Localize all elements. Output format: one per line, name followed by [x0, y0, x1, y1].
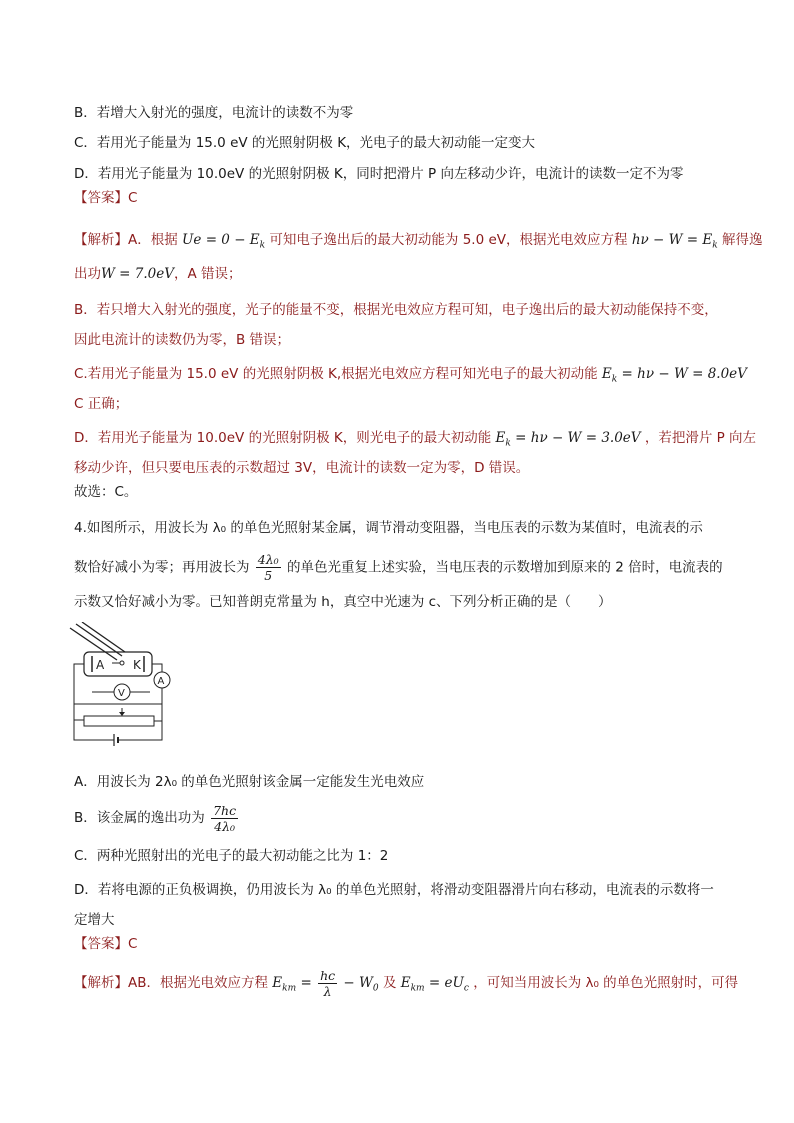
q4-stem-line1: 4.如图所示，用波长为 λ₀ 的单色光照射某金属，调节滑动变阻器，当电压表的示数为某值时，电流表的示: [74, 520, 703, 536]
q4-option-d-line1: D．若将电源的正负极调换，仍用波长为 λ₀ 的单色光照射，将滑动变阻器滑片向右移动，电流表的示数将一: [74, 882, 714, 898]
option-d: D．若用光子能量为 10.0eV 的光照射阴极 K，同时把滑片 P 向左移动少许，电流计的读数一定不为零: [74, 166, 684, 182]
q4-stem-line3: 示数又恰好减小为零。已知普朗克常量为 h，真空中光速为 c、下列分析正确的是（ ）: [74, 594, 612, 610]
conclusion: 故选：C。: [74, 484, 138, 500]
analysis-a-line2: 出功W = 7.0eV，A 错误；: [74, 266, 242, 282]
option-b: B．若增大入射光的强度，电流计的读数不为零: [74, 105, 354, 121]
anode-label: A: [96, 658, 105, 672]
analysis-b-line2: 因此电流计的读数仍为零，B 错误；: [74, 332, 291, 348]
voltmeter-label: V: [118, 688, 125, 699]
q4-option-b: B．该金属的逸出功为 $\frac{7hc}{\text{4λ₀}}$: [74, 802, 237, 834]
q4-option-c: C．两种光照射出的光电子的最大初动能之比为 1：2: [74, 848, 389, 864]
analysis-d-line2: 移动少许，但只要电压表的示数超过 3V，电流计的读数一定为零，D 错误。: [74, 460, 530, 476]
option-c: C．若用光子能量为 15.0 eV 的光照射阴极 K，光电子的最大初动能一定变大: [74, 135, 536, 151]
analysis-d-line1: D．若用光子能量为 10.0eV 的光照射阴极 K，则光电子的最大初动能 $E_k = h\nu - W = 3.0eV$ ，若把滑片 P 向左: [74, 430, 757, 449]
q4-option-a: A．用波长为 2λ₀ 的单色光照射该金属一定能发生光电效应: [74, 774, 425, 790]
circuit-diagram: [62, 622, 192, 748]
q4-option-d-line2: 定增大: [74, 912, 115, 928]
analysis-b-line1: B．若只增大入射光的强度，光子的能量不变，根据光电效应方程可知，电子逸出后的最大初动能保持不变，: [74, 302, 718, 318]
q4-answer: 【答案】C: [74, 936, 138, 952]
answer-label: 【答案】C: [74, 190, 138, 206]
analysis-a-line1: 【解析】A．根据 $Ue = 0 - E_k$ 可知电子逸出后的最大初动能为 5.0 eV，根据光电效应方程 $h\nu - W = E_k$ 解得逸: [74, 232, 763, 251]
q4-stem-line2: 数恰好减小为零；再用波长为 $\frac{\text{4λ₀}}{5}$ 的单色光重复上述实验，当电压表的示数增加到原来的 2 倍时，电流表的: [74, 552, 723, 583]
q4-analysis-fraction: $\frac{hc}{\lambda}$: [320, 967, 336, 999]
analysis-c-line1: C.若用光子能量为 15.0 eV 的光照射阴极 K,根据光电效应方程可知光电子的最大初动能 $E_k = h\nu - W = 8.0eV$: [74, 366, 747, 385]
q4-analysis-line1: 【解析】AB．根据光电效应方程 $E_{km}$ = $\frac{hc}{\lambda}$ − $W_0$ 及 $E_{km} = eU_c$ ，可知当用波长为 λ₀ 的单色光照射时，可得: [74, 967, 739, 999]
q4-option-b-fraction: $\frac{7hc}{\text{4λ₀}}$: [213, 802, 237, 834]
q4-fraction: $\frac{\text{4λ₀}}{5}$: [257, 552, 279, 583]
ammeter-label: A: [157, 676, 165, 687]
cathode-label: K: [133, 658, 141, 672]
analysis-c-line2: C 正确；: [74, 396, 129, 412]
